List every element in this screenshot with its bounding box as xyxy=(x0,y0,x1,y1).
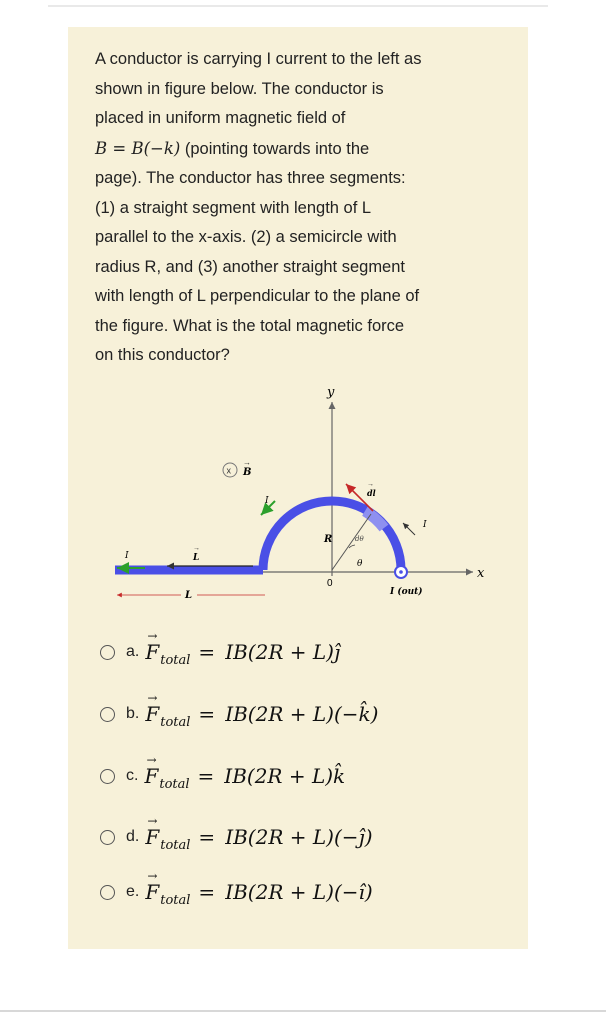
option-e-formula xyxy=(145,880,373,908)
conductor-figure xyxy=(105,380,505,610)
option-b-unit: (−k̂) xyxy=(333,702,379,726)
origin-label: 0 xyxy=(327,578,333,589)
question-line-10: the figure. What is the total magnetic force xyxy=(95,316,405,335)
dl-label: dl xyxy=(367,488,376,498)
option-b-force-symbol: → F xyxy=(145,702,159,726)
question-line-7: parallel to the x-axis. (2) a semicircle with xyxy=(95,228,397,246)
option-b-rhs: IB(2R + L) xyxy=(225,702,334,726)
option-b-subscript: total xyxy=(160,715,191,730)
option-d-equals: = xyxy=(198,825,216,849)
option-d-rhs: IB(2R + L) xyxy=(225,825,334,849)
l-vector-symbol-arrow: → xyxy=(193,545,200,552)
current-arrow-right xyxy=(403,523,415,535)
option-c-letter: c. xyxy=(126,767,139,784)
option-a-formula xyxy=(145,640,341,668)
question-line-3: placed in uniform magnetic field of xyxy=(95,109,346,127)
radius-line xyxy=(332,514,371,570)
bottom-divider xyxy=(0,1010,606,1012)
current-out-dot xyxy=(399,570,403,574)
question-line-6: (1) a straight segment with length of L xyxy=(95,198,372,217)
option-c-rhs: IB(2R + L) xyxy=(224,764,334,788)
option-b-radio[interactable] xyxy=(100,707,115,722)
radius-label: R xyxy=(324,534,333,545)
option-a-radio[interactable] xyxy=(100,645,115,660)
question-line-11: on this conductor? xyxy=(95,346,230,364)
theta-label: θ xyxy=(357,559,363,569)
question-line-5: page). The conductor has three segments: xyxy=(95,169,406,187)
option-e[interactable] xyxy=(100,875,373,909)
question-line-2: shown in figure below. The conductor is xyxy=(95,79,384,98)
option-d-letter: d. xyxy=(126,828,140,845)
option-b-letter: b. xyxy=(126,705,140,722)
option-d-unit: (−ĵ) xyxy=(333,825,373,849)
option-a-subscript: total xyxy=(160,653,191,668)
question-line-1: A conductor is carrying I current to the left as xyxy=(95,50,422,68)
option-c-equals: = xyxy=(197,764,215,788)
option-e-equals: = xyxy=(198,880,216,904)
option-b-formula xyxy=(145,702,379,730)
option-e-letter: e. xyxy=(126,883,140,900)
question-text xyxy=(95,45,515,371)
current-out-label: I (out) xyxy=(390,587,423,597)
option-a-unit: ĵ xyxy=(333,640,341,664)
option-e-rhs: IB(2R + L) xyxy=(225,880,334,904)
option-e-force-symbol: → F xyxy=(145,880,159,904)
field-b-arrow: → xyxy=(243,458,251,467)
current-straight-label: I xyxy=(125,551,129,561)
option-c-subscript: total xyxy=(159,777,190,792)
option-a[interactable] xyxy=(100,635,340,669)
option-e-radio[interactable] xyxy=(100,885,115,900)
option-b[interactable] xyxy=(100,697,378,731)
x-axis-label: x xyxy=(477,566,485,581)
option-d-formula xyxy=(145,825,373,853)
dtheta-arc xyxy=(349,545,355,548)
field-expression: B = B(−k) xyxy=(95,138,181,158)
option-e-subscript: total xyxy=(160,893,191,908)
y-axis-label: y xyxy=(327,385,335,400)
option-d-subscript: total xyxy=(160,838,191,853)
option-d[interactable] xyxy=(100,820,373,854)
option-a-force-symbol: → F xyxy=(145,640,159,664)
option-c-formula xyxy=(144,764,346,792)
option-a-equals: = xyxy=(198,640,216,664)
option-a-rhs: IB(2R + L) xyxy=(225,640,334,664)
option-c-radio[interactable] xyxy=(100,769,115,784)
l-length-label: L xyxy=(185,590,193,601)
field-x-symbol: x xyxy=(226,465,231,476)
option-b-equals: = xyxy=(198,702,216,726)
option-a-letter: a. xyxy=(126,643,140,660)
option-c-force-symbol: → F xyxy=(144,764,158,788)
field-b-label: B xyxy=(243,467,252,478)
question-line-9: with length of L perpendicular to the plane of xyxy=(95,287,420,305)
question-line-4-text: (pointing towards into the xyxy=(184,139,370,158)
option-d-radio[interactable] xyxy=(100,830,115,845)
dl-highlight-segment xyxy=(365,511,384,528)
top-divider xyxy=(48,5,548,7)
dtheta-label: dθ xyxy=(355,535,364,543)
current-right-label: I xyxy=(423,520,427,530)
option-e-unit: (−î) xyxy=(333,880,373,904)
option-d-force-symbol: → F xyxy=(145,825,159,849)
question-line-8: radius R, and (3) another straight segment xyxy=(95,257,405,276)
option-c[interactable] xyxy=(100,759,345,793)
option-c-unit: k̂ xyxy=(333,764,346,788)
dl-vector-arrow: → xyxy=(367,481,374,488)
current-arc-label: I xyxy=(265,496,269,506)
question-line-4 xyxy=(95,134,515,165)
l-vector-label: L xyxy=(193,553,200,563)
